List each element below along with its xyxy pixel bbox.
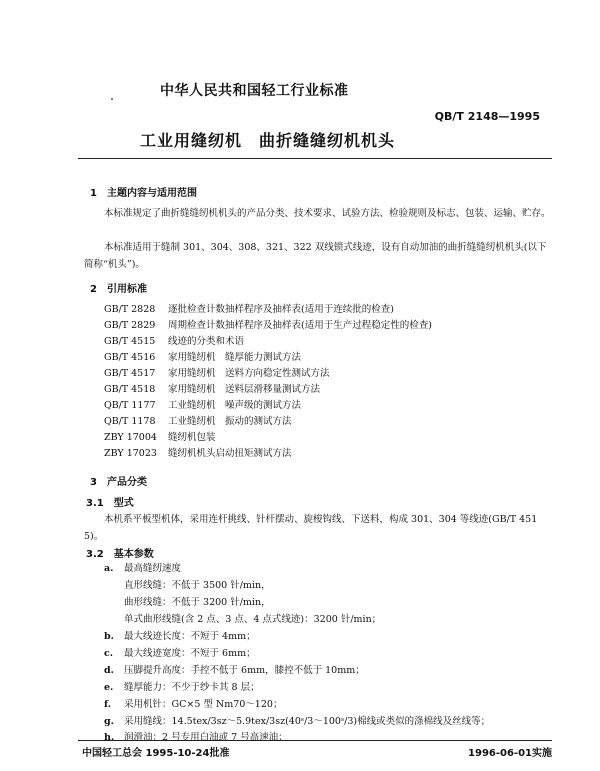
list-item: e. 缝厚能力：不少于纱卡其 8 层； [104, 682, 260, 693]
approval-date: 中国轻工总会 1995-10-24批准 [82, 748, 230, 759]
subsection-3-1-paragraph: 本机系平板型机体，采用连杆挑线、针杆摆动、旋梭钩线、下送料，构成 301、304 等线迹(GB/T 4515)。 [84, 514, 538, 542]
section-3-heading: 3 产品分类 [90, 477, 147, 488]
list-item: g. 采用缝线：14.5tex/3sz～5.9tex/3sz(40ˢ/3～100ˢ/3)棉线或类似的涤棉线及丝线等； [104, 716, 491, 727]
reference-item: ZBY 17023 缝纫机机头启动扭矩测试方法 [104, 448, 292, 459]
section-1-heading: 1 主题内容与适用范围 [90, 188, 197, 199]
list-item: b. 最大线迹长度：不短于 4mm； [104, 631, 256, 642]
list-item: f. 采用机针：GC×5 型 Nm70～120； [104, 699, 283, 710]
scan-speck [111, 98, 113, 100]
issuing-body: 中华人民共和国轻工行业标准 [160, 83, 349, 99]
reference-item: QB/T 1177 工业缝纫机 噪声级的测试方法 [104, 400, 302, 411]
section-1-paragraph-2: 本标准适用于缝制 301、304、308、321、322 双线锁式线迹，设有自动加油的曲折缝缝纫机机头(以下简称“机头”)。 [84, 242, 547, 270]
reference-item: GB/T 4516 家用缝纫机 缝厚能力测试方法 [104, 352, 302, 363]
section-2-heading: 2 引用标准 [90, 284, 147, 295]
standard-code: QB/T 2148—1995 [434, 110, 540, 123]
reference-item: GB/T 4518 家用缝纫机 送料层滑移量测试方法 [104, 384, 321, 395]
list-item: h. 润滑油：2 号专用白油或 7 号高速油； [104, 732, 288, 743]
reference-item: GB/T 4517 家用缝纫机 送料方向稳定性测试方法 [104, 368, 330, 379]
section-1-paragraph-1: 本标准规定了曲折缝缝纫机机头的产品分类、技术要求、试验方法、检验规则及标志、包装、运输、贮存。 [104, 208, 551, 219]
list-item: d. 压脚提升高度：手控不低于 6mm，膝控不低于 10mm； [104, 665, 365, 676]
reference-item: QB/T 1178 工业缝纫机 振动的测试方法 [104, 416, 292, 427]
reference-item: ZBY 17004 缝纫机包装 [104, 432, 216, 443]
header-rule [78, 158, 552, 159]
list-subitem: 曲形线缝：不低于 3200 针/min， [124, 597, 271, 608]
list-item: a. 最高缝纫速度 [104, 563, 182, 574]
list-subitem: 单式曲形线缝(含 2 点、3 点、4 点式线迹)：3200 针/min； [124, 614, 382, 625]
standard-title: 工业用缝纫机 曲折缝缝纫机机头 [140, 131, 396, 150]
list-subitem: 直形线缝：不低于 3500 针/min， [124, 580, 271, 591]
subsection-3-1-heading: 3.1 型式 [86, 498, 134, 509]
reference-item: GB/T 2828 逐批检查计数抽样程序及抽样表(适用于连续批的检查) [104, 304, 394, 315]
list-item: c. 最大线迹宽度：不短于 6mm； [104, 648, 256, 659]
footer-rule [78, 740, 552, 741]
reference-item: GB/T 4515 线迹的分类和术语 [104, 336, 245, 347]
implementation-date: 1996-06-01实施 [468, 748, 552, 759]
subsection-3-2-heading: 3.2 基本参数 [86, 549, 154, 560]
reference-item: GB/T 2829 周期检查计数抽样程序及抽样表(适用于生产过程稳定性的检查) [104, 320, 432, 331]
